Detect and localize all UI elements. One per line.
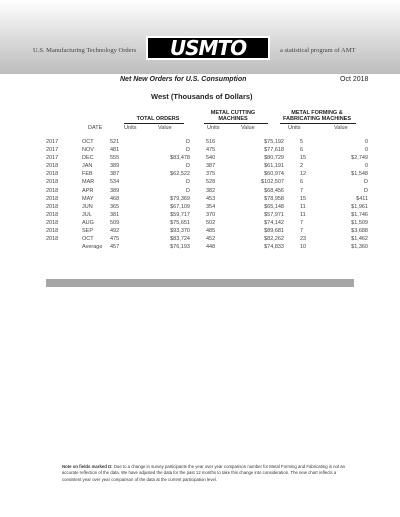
row-forming-value: $1,746	[351, 211, 368, 218]
table-row	[46, 219, 368, 227]
row-month: JUL	[82, 211, 92, 218]
row-total-value: $67,109	[170, 203, 190, 210]
group-metal-forming-line2: FABRICATING MACHINES	[282, 116, 352, 122]
row-forming-units: 12	[300, 171, 307, 178]
row-year	[46, 243, 82, 251]
row-total-value: D	[186, 187, 190, 194]
row-cutting-units: 375	[206, 171, 216, 178]
row-total-units: 509	[110, 219, 120, 226]
row-total-value: $75,651	[170, 219, 190, 226]
table-row	[46, 154, 368, 162]
row-forming-value: $3,688	[351, 228, 368, 235]
subheader-cutting-value: Value	[241, 125, 255, 131]
row-year: 2018	[46, 219, 59, 226]
group-total-underline	[124, 123, 184, 124]
table-row	[46, 227, 368, 235]
usmto-logo	[146, 36, 270, 60]
row-total-units: 468	[110, 195, 120, 202]
row-total-value: $83,478	[170, 155, 190, 162]
row-total-units: 457	[110, 244, 120, 251]
row-cutting-value: $60,974	[264, 171, 284, 178]
row-year: 2018	[46, 228, 59, 235]
table-row	[46, 187, 368, 195]
row-forming-units: 7	[300, 187, 304, 194]
row-total-value: $79,369	[170, 195, 190, 202]
row-month: OCT	[82, 236, 94, 243]
table-row	[46, 203, 368, 211]
row-month: MAR	[82, 179, 95, 186]
subheader-date: DATE	[88, 125, 103, 131]
row-month: JUN	[82, 203, 93, 210]
row-cutting-units: 485	[206, 228, 216, 235]
group-metal-cutting-line2: MACHINES	[218, 116, 248, 122]
row-forming-value: D	[364, 187, 368, 194]
row-forming-value: D	[364, 179, 368, 186]
footnote-label: Note on fields marked D:	[62, 464, 113, 469]
row-total-units: 389	[110, 187, 120, 194]
row-total-value: $83,724	[170, 236, 190, 243]
row-month: Average	[82, 244, 103, 251]
row-forming-units: 11	[300, 211, 306, 218]
row-cutting-value: $68,456	[264, 187, 284, 194]
row-cutting-value: $75,192	[264, 139, 284, 145]
report-date: Oct 2018	[340, 76, 369, 83]
row-cutting-units: 382	[206, 187, 216, 194]
row-year: 2017	[46, 155, 59, 162]
row-cutting-units: 354	[206, 203, 216, 210]
group-forming-underline	[280, 123, 356, 124]
row-forming-value: 0	[364, 163, 368, 170]
row-cutting-units: 528	[206, 179, 216, 186]
row-forming-units: 7	[300, 219, 304, 226]
row-forming-units: 5	[300, 139, 304, 145]
row-cutting-units: 540	[206, 155, 216, 162]
logo-text: USMTO	[169, 36, 247, 60]
row-total-value: D	[186, 139, 190, 145]
row-cutting-value: $78,958	[264, 195, 284, 202]
row-year: 2018	[46, 195, 59, 202]
group-metal-cutting-line1: METAL CUTTING	[210, 110, 256, 116]
row-cutting-units: 453	[206, 195, 216, 202]
row-forming-value: $1,462	[351, 236, 368, 243]
report-title: Net New Orders for U.S. Consumption	[120, 76, 247, 83]
row-month: OCT	[82, 139, 94, 145]
row-forming-units: 2	[300, 163, 304, 170]
row-cutting-units: 475	[206, 147, 216, 154]
row-forming-value: $1,360	[351, 244, 368, 251]
row-year: 2018	[46, 171, 59, 178]
row-year: 2018	[46, 179, 59, 186]
row-forming-units: 7	[300, 228, 304, 235]
table-row	[46, 162, 368, 170]
row-total-value: $59,717	[170, 211, 190, 218]
row-month: NOV	[82, 147, 94, 154]
row-cutting-value: $80,729	[264, 155, 284, 162]
row-total-value: D	[186, 147, 190, 154]
table-row	[46, 211, 368, 219]
row-month: JAN	[82, 163, 93, 170]
row-year: 2018	[46, 203, 59, 210]
row-forming-value: $411	[356, 195, 368, 202]
row-total-value: $62,522	[170, 171, 190, 178]
row-forming-units: 6	[300, 147, 304, 154]
subheader-cutting-units: Units	[207, 125, 220, 131]
row-total-units: 481	[110, 147, 120, 154]
row-cutting-value: $74,142	[264, 219, 284, 226]
row-month: MAY	[82, 195, 94, 202]
row-cutting-value: $57,971	[264, 211, 284, 218]
row-forming-value: $2,749	[351, 155, 368, 162]
row-year: 2018	[46, 187, 59, 194]
table-row	[46, 146, 368, 154]
row-month: DEC	[82, 155, 94, 162]
row-month: APR	[82, 187, 94, 194]
footnote-text: Due to a change in survey participants the year over year comparison number for Metal Forming and Fabricating is not an accurate reflection of the data. We have adjusted the data for the past 12 months to take this change into consideration. The new chart reflects a consistent year over year comparison of the data at the current participation level.	[62, 464, 346, 482]
subheader-forming-value: Value	[334, 125, 348, 131]
row-month: AUG	[82, 219, 94, 226]
row-cutting-value: $77,618	[264, 147, 284, 154]
group-cutting-underline	[204, 123, 268, 124]
row-cutting-units: 502	[206, 219, 216, 226]
row-forming-units: 11	[300, 203, 306, 210]
group-metal-forming	[274, 110, 360, 122]
row-total-units: 389	[110, 163, 120, 170]
row-cutting-value: $65,148	[264, 203, 284, 210]
row-forming-units: 15	[300, 195, 307, 202]
row-cutting-units: 516	[206, 139, 216, 145]
table-row	[46, 195, 368, 203]
row-forming-units: 15	[300, 155, 307, 162]
row-cutting-units: 370	[206, 211, 216, 218]
row-total-units: 555	[110, 155, 120, 162]
table-bottom-bar	[46, 279, 354, 287]
table-row	[46, 243, 368, 251]
subheader-total-value: Value	[158, 125, 172, 131]
row-forming-value: $1,961	[351, 203, 368, 210]
group-metal-cutting	[198, 110, 268, 122]
table-row	[46, 235, 368, 243]
row-total-value: $93,370	[170, 228, 190, 235]
row-total-value: D	[186, 179, 190, 186]
row-total-units: 492	[110, 228, 120, 235]
row-total-units: 534	[110, 179, 120, 186]
row-forming-value: $1,509	[351, 219, 368, 226]
row-year: 2018	[46, 163, 59, 170]
table-row	[46, 138, 368, 146]
row-total-value: $76,193	[170, 244, 190, 251]
row-year: 2017	[46, 147, 59, 154]
row-forming-value: 0	[364, 139, 368, 145]
group-metal-forming-line1: METAL FORMING &	[291, 110, 343, 116]
row-forming-value: $1,548	[351, 171, 368, 178]
row-cutting-value: $82,262	[264, 236, 284, 243]
row-cutting-value: $74,833	[264, 244, 284, 251]
row-year: 2018	[46, 211, 59, 218]
row-total-units: 387	[110, 171, 120, 178]
header-right-text: a statistical program of AMT	[280, 47, 356, 54]
row-forming-units: 23	[300, 236, 307, 243]
subheader-total-units: Units	[124, 125, 137, 131]
orders-table	[46, 138, 368, 251]
row-cutting-value: $102,507	[261, 179, 284, 186]
row-cutting-value: $89,681	[264, 228, 284, 235]
table-row	[46, 178, 368, 186]
row-total-units: 521	[110, 139, 120, 145]
subheader-forming-units: Units	[288, 125, 301, 131]
row-cutting-units: 448	[206, 244, 216, 251]
row-forming-units: 10	[300, 244, 307, 251]
row-year: 2018	[46, 236, 59, 243]
row-cutting-units: 452	[206, 236, 216, 243]
group-total-orders: TOTAL ORDERS	[136, 116, 180, 122]
row-forming-value: 0	[364, 147, 368, 154]
row-total-units: 381	[110, 211, 120, 218]
region-heading: West (Thousands of Dollars)	[151, 92, 253, 101]
row-forming-units: 6	[300, 179, 304, 186]
row-year: 2017	[46, 139, 59, 145]
row-cutting-units: 387	[206, 163, 216, 170]
header-left-text: U.S. Manufacturing Technology Orders	[33, 47, 137, 54]
row-total-value: D	[186, 163, 190, 170]
row-cutting-value: $61,191	[264, 163, 284, 170]
table-row	[46, 170, 368, 178]
row-total-units: 475	[110, 236, 120, 243]
row-month: SEP	[82, 228, 94, 235]
footnote	[62, 464, 352, 483]
row-month: FEB	[82, 171, 93, 178]
row-total-units: 365	[110, 203, 120, 210]
